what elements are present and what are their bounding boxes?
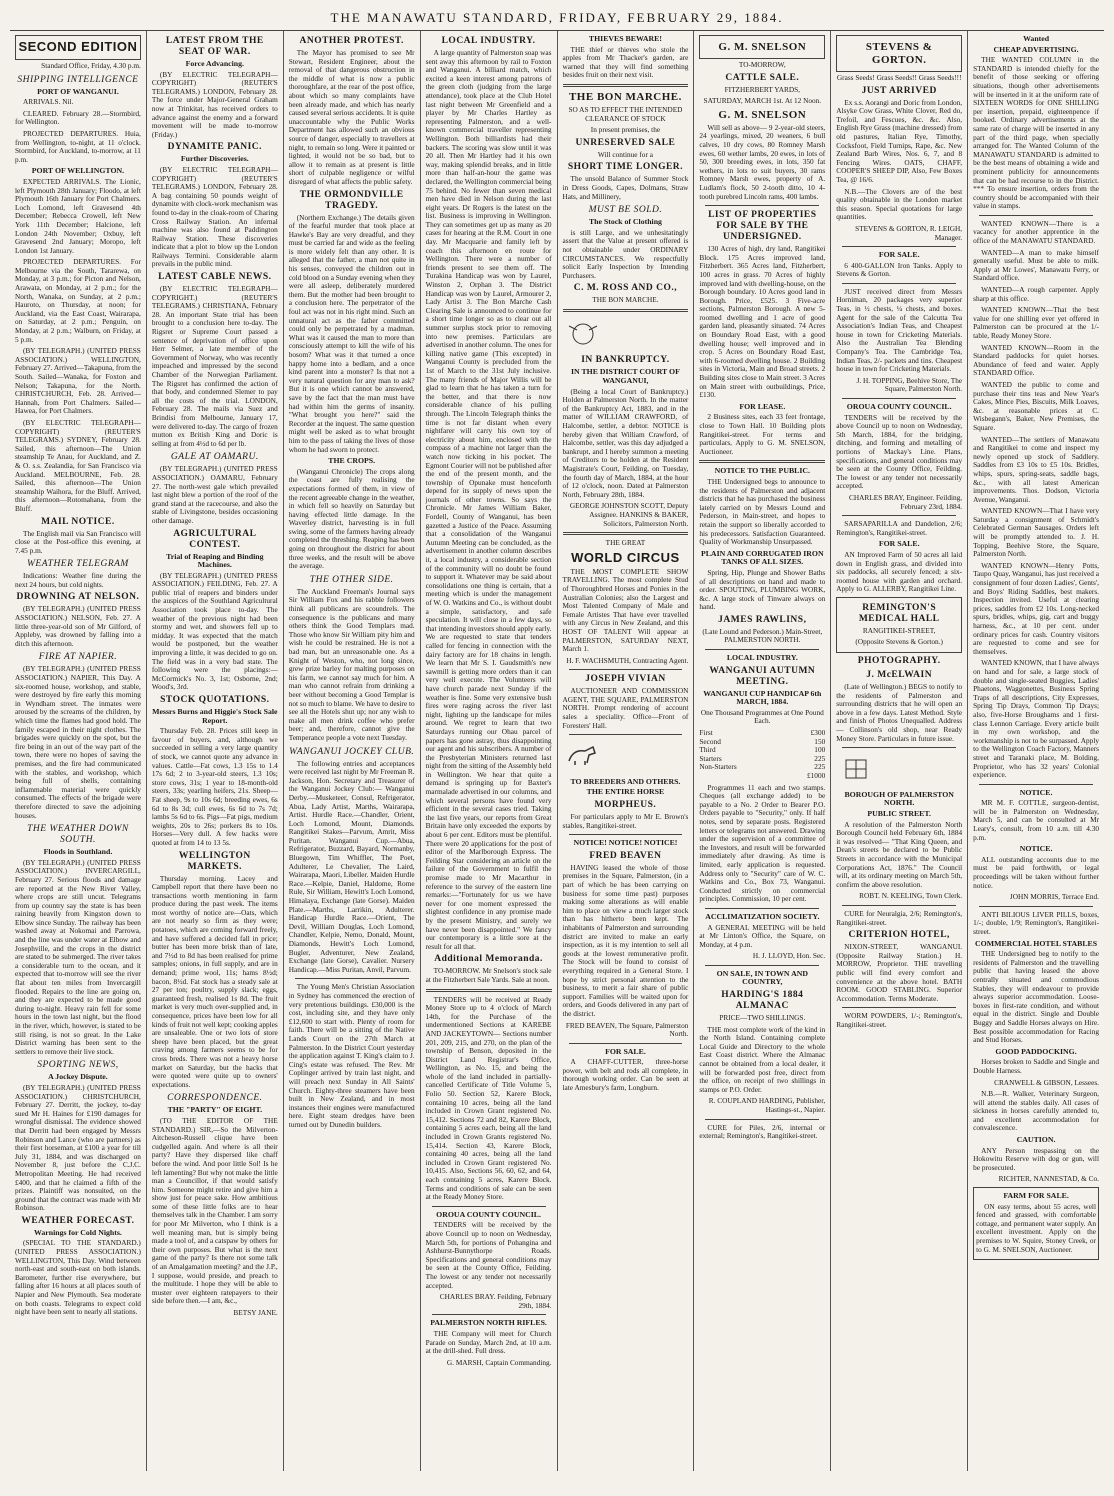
morris-signature: JOHN MORRIS, Terrace End. bbox=[1009, 892, 1099, 902]
bon-sub: SO AS TO EFFECT THE INTENDED CLEARANCE OF STOCK bbox=[568, 104, 683, 123]
almanac-signature: R. COUPLAND HARDING, Publisher, Hastings-st., Napier. bbox=[708, 1096, 826, 1114]
beaven-heading: FRED BEAVEN bbox=[589, 850, 662, 861]
departures: PROJECTED DEPARTURES. For Melbourne via the South, Tararewa, on Monday, at 3 p.m.; for Picton and Nelson, Arawata, on Monday, at 2 p.m.; for the North, Wanaka, on Sunday, at 2 p.m.; Hauroto, on Thursday, at noon; for Auckland, via the East Coast, Wairarapa, on Saturday, at 2 p.m.; Penguin, on Monday, at 2 p.m.; Walburn, on Friday, at 5 p.m. bbox=[15, 257, 141, 344]
other-text: The Auckland Freeman's Journal says Sir William Fox and his rabble followers think all publicans are scoundrels. The consequence is the publicans and many others think the Good Templars mad. Those who know Sir William pity him and wish he could be restrained. He is not a bad man, but an unreasonable one. As a Knight of Weston, who, not long since, grew prize barley for malting purposes on his farm, we cannot say much for him. A man who cannot refrain from drinking a beer without becoming a Good Templar is not so much to blame. We have to desire to see all the Hotels shut up; nor any wish to make all men drink coffee who prefer beer; and, therefore, cannot give the Temperance people a vote next Tuesday. bbox=[288, 586, 415, 742]
wanted-7: WANTED—The settlers of Manawatu and Rangitikei to come and inspect my newly opened up stock of Saddlery. Saddles from £3 10s to £5 10s. Bridles, whips, spurs, spring-seats, saddle bags, &c., with all latest American improvements. Thos. Dodson, Victoria Avenue, Wanganui. bbox=[973, 434, 1099, 504]
mcelwain-text: (Late of Wellington.) BEGS to notify to the residents of Palmerston and surrounding districts that he will open an above in a few days. Latest Method. Style and finish of Photos Unequalled. Address— Collinson's old shop, near Ready Money Store. Particulars in future issue. bbox=[836, 682, 963, 743]
cleared: CLEARED. February 28.—Stormbird, for Wellington. bbox=[15, 108, 141, 127]
clovers-text: N.B.—The Clovers are of the best quality obtainable in the London market this season. Special quotations for large quantities. bbox=[836, 186, 963, 222]
sporting-subheading: A Jockey Dispute. bbox=[48, 1072, 108, 1082]
great-text: THE GREAT bbox=[605, 538, 646, 548]
corr-heading: CORRESPONDENCE. bbox=[167, 1093, 263, 1104]
circus-heading: WORLD CIRCUS bbox=[571, 549, 680, 565]
wanted-2: WANTED—A man to make himself generally useful. Must be able to milk. Apply at Mr Lowes', Manawatu Ferry, or Standard office. bbox=[973, 247, 1099, 283]
clothing-heading: The Stock of Clothing bbox=[588, 217, 662, 227]
beaven-text: HAVING leased the whole of those premises in the Square, Palmerston, (in a part of which he has been carrying on business for some time past) purposes making some alterations as will enable him to place on view a much larger stock than has hitherto been kept. The inhabitants of Palmerston and surrounding district are invited to make an early inspection, as it is my intention to sell all goods at the lowest remunerative profit. The Stock will be found to consist of everything required in a General Store. I hope by strict personal attention to the business, to merit a fair share of public support. Families will be waited upon for orders, and Goods delivered in any part of the district. bbox=[562, 862, 689, 1018]
tea-text: JUST received direct from Messrs Horniman, 20 packages very superior Teas, in ½ chests, ¼ chests, and boxes. Agent for the sale of the Calcutta Tea Association's Indian Teas, and Cheapest house in town for Cricketing Materials. Also the Australian Tea Blending Company's Tea. The Cambridge Tea, Indian Teas, 2/- packets and tins. Cheapest house in town for Cricketing Materials. bbox=[836, 286, 963, 374]
programme-text: Programmes 11 each and two stamps. Cheques (all exchange added) to be payable to a No. 2 Order to Bearer P.O. Orders payable to "Security," only. If half notes, send by separate posts. Registered letters or telegrams not answered. Drawing under the supervision of a committee of the Investors, and result will be forwarded immediately after drawing. As time is limited, early application is requested. Address only to "Security" care of W. C. Watkins and Co., Box 73, Wanganui. Conducted strictly on commercial principles. Commission, 10 per cent. bbox=[699, 782, 826, 904]
clothing-text: is still Large, and we unhesitatingly assert that the Value at present offered is not obtainable under ORDINARY CIRCUMSTANCES. We respectfully solicit Early Inspection by Intending Purchasers. bbox=[562, 227, 689, 280]
borough-heading: BOROUGH OF PALMERSTON NORTH. bbox=[844, 789, 954, 808]
iron-heading: PLAIN AND CORRUGATED IRON TANKS OF ALL SIZES. bbox=[700, 548, 824, 567]
column-2 bbox=[147, 31, 284, 1471]
south-heading: THE WEATHER DOWN SOUTH. bbox=[27, 824, 129, 846]
hundred-text: One Thousand Programmes at One Pound Each. bbox=[700, 707, 824, 726]
street-heading: PUBLIC STREET. bbox=[867, 809, 931, 818]
wanted-9: WANTED KNOWN—Henry Potts, Taupo Quay, Wanganui, has just received a consignment of four dozen Ladies', Gents', and Boys' Riding Saddles, best makers. Inspection invited. Useful at clearing prices, saddles from £2 10s. Long-necked spurs, bridles, whips, gig, cart and buggy harness, &c., at 10 per cent. under ordinary prices for cash. Country visitors are requested to come and see for themselves. bbox=[973, 560, 1099, 656]
snelson-heading: G. M. SNELSON bbox=[718, 41, 807, 53]
rifles-heading: PALMERSTON NORTH RIFLES. bbox=[430, 1318, 547, 1328]
sale-list: Will sell as above— 9 2-year-old steers, 24 yearlings, mixed, 20 weaners, 6 bull calves, 10 dry cows, 80 Romney Marsh ewes, 60 wether lambs, 20 ewes, in lots of 50, 300 breeding ewes, in lots, 350 fat wethers, in lots to suit buyers, 30 rams Romney Marsh ewes, property of A. Ludlam's flock, 50 2-tooth ditto, 10 4-tooth purebred Lincoln rams, 400 lambs. bbox=[699, 122, 826, 201]
hotel-text: THE Undersigned beg to notify to the residents of Palmerston and the travelling public that having leased the above centrally situated and commodious Stables, they will endeavour to provide always superior accommodation. Loose-boxes in first-rate condition, and without equal in the district. Single and Double Buggy and Saddle Horses always on Hire. Best possible accommodation for Racing and Stud Horses. bbox=[973, 949, 1099, 1045]
mail-heading: MAIL NOTICE. bbox=[41, 516, 115, 527]
port-wanganui: PORT OF WANGANUI. bbox=[37, 86, 119, 96]
column-7 bbox=[831, 31, 968, 1471]
handicap-heading: WANGANUI CUP HANDICAP 6th MARCH, 1884. bbox=[703, 688, 822, 707]
south-subheading: Floods in Southland. bbox=[43, 847, 113, 857]
oroua-text: TENDERS will be received by the above Council up to noon on Wednesday, 5th March, 1884, for the bridging, ditching, and forming and metalling of portions of Mackay's Line. Plans, specifications, and general conditions may be seen at the County Office, Feilding. The lowest or any tender not necessarily accepted. bbox=[836, 412, 963, 491]
dynamite-text: (BY ELECTRIC TELEGRAPH—COPYRIGHT) (REUTER'S TELEGRAMS.) LONDON, February 28. A bag containing 50 pounds weight of dynamite with clock-work mechanism was found to-day in the cloak-room of Charing Cross Railway Station. An infernal machine was also found at Paddington Railway Station. These discoveries indicate that a plot to blow up the London Railways Termini. Considerable alarm prevails in the public mind. bbox=[151, 164, 278, 269]
wanted-5: WANTED KNOWN—Room in the Standard paddocks for quiet horses. Abundance of feed and water. Apply STANDARD Office. bbox=[973, 342, 1099, 378]
cottle-text: MR M. F. COTTLE, surgeon-dentist, will be in Palmerston on Wednesday, March 5, and can be consulted at Mr Leary's, consult, from 10 a.m. till 4.30 p.m. bbox=[973, 798, 1099, 842]
crops-text: (Wanganui Chronicle) The crops along the coast are fully realising the expectations formed of them, in view of the recent agreeable change in the weather, in which fell so heavily on Saturday but having effected little damage. In the Waverley district, harvesting is in full swing, some of the farmers having already completed the threshing. Reaping has been going on throughout the district for about three weeks, and the result will be above the average. bbox=[288, 466, 415, 571]
sarsaparilla-text: SARSAPARILLA and Dandelion, 2/6; Remington's, Rangitikei-street. bbox=[836, 519, 963, 537]
stevens-signature: STEVENS & GORTON, R. LEIGH, Manager. bbox=[855, 223, 963, 242]
thieves-text: THE thief or thieves who stole the apples from Mr Thacker's garden, are warned that they will find something besides fruit on their next visit. bbox=[562, 44, 689, 80]
column-3 bbox=[284, 31, 421, 1471]
almanac-price: PRICE—TWO SHILLINGS. bbox=[719, 1013, 806, 1023]
ross-sub: THE BON MARCHE. bbox=[592, 295, 659, 305]
tomorrow-text: TO-MORROW, bbox=[738, 60, 786, 69]
edition-title: SECOND EDITION bbox=[18, 39, 138, 54]
continue-text: Will continue for a bbox=[597, 149, 653, 159]
short-heading: SHORT TIME LONGER. bbox=[567, 162, 684, 173]
sporting-heading: SPORTING NEWS, bbox=[37, 1060, 119, 1071]
oroua-heading: OROUA COUNTY COUNCIL. bbox=[846, 402, 952, 411]
coat-of-arms-icon bbox=[563, 320, 603, 346]
bon-present: In present premises, the bbox=[590, 125, 661, 135]
bankrupt-text: (Being a local Court of Bankruptcy.) Holden at Palmerston North. In the matter of the Bankruptcy Act, 1883, and in the matter of WILLIAM CRAWFORD, of Halcombe, settler, a debtor. NOTICE is hereby given that William Crawford, of Halcombe, settler, was this day adjudged a bankrupt, and I hereby summon a meeting of Creditors to be holden at the Resident Magistrate's Court, Feilding, on Tuesday, the fourth day of March, 1884, at the hour of 12 o'clock, noon. Dated at Palmerston North, February 28th, 1884. bbox=[562, 386, 689, 499]
another-text: The Mayor has promised to see Mr Stewart, Resident Engineer, about the removal of that dangerous obstruction in the middle of what is now a public thoroughfare, at the rear of the post office, about which so many complaints have been already made, and which has nearly caused several serious accidents. It is quite unaccountable why the Public Works Department has allowed such an obvious source of danger, especially to travellers at night, to remain so long. Were it painted or lighted, it would not be so bad, but to allow it to remain as at present is little short of culpable negligence or wilful disregard of what affects the public safety. bbox=[288, 48, 415, 186]
prize-total: £1000 bbox=[807, 771, 826, 780]
public-heading: NOTICE TO THE PUBLIC. bbox=[714, 466, 810, 476]
stevens-heading: STEVENS & GORTON. bbox=[865, 41, 933, 66]
markets-text: Thursday morning. Lacey and Campbell report that there have been no transactions worth mentioning in farm produce during the past week. The items most worthy of notice are—Oats, which are not nearly so firm as they were; potatoes, which are coming forward freely, and have suffered a decided fall in price; butter has been more brisk than of late, and 7½d to 8d has been realised for prime samples; onions, in full supply, and are in demand; prime wool, 11s; hams 8½d; bacon, 8½d. Fat stock has a steady sale at 27 per ton; poultry, supply slack; eggs, guaranteed fresh, realised 1s 8d. The fruit market is very much over-supplied and, in consequence, prices have been low for all kinds of fruit not well kept; cooking apples are unsaleable. One or two lots of store sheep have been placed, but the great craving among farmers seems to be for cross breds. There was not a heavy horse market on Saturday, but the hacks that were quoted were quite up to owners' expectations. bbox=[151, 873, 278, 1089]
forecast-text: (SPECIAL TO THE STANDARD.) (UNITED PRESS ASSOCIATION.) WELLINGTON, This Day. Wind between north-east and south-east on both islands. Barometer, further rise everywhere, but falling after 16 hours at all places south of Napier and New Plymouth. Sea moderate on both coasts. Telegrams to expect cold night have been sent to nearly all stations. bbox=[15, 1238, 141, 1317]
forecast-heading: WEATHER FORECAST. bbox=[21, 1215, 135, 1226]
court-heading: IN THE DISTRICT COURT OF WANGANUI, bbox=[570, 367, 680, 386]
column-6 bbox=[694, 31, 831, 1471]
forsale-heading: FOR SALE. bbox=[605, 1046, 646, 1056]
wanted-3: WANTED—A rough carpenter. Apply sharp at this office. bbox=[973, 285, 1099, 303]
force-text: (BY ELECTRIC TELEGRAPH—COPYRIGHT) (REUTER'S TELEGRAMS.) LONDON, February 28. The force under Major-General Graham now at Trinkitat, has received orders to advance against the enemy and a forward movement will be made to-morrow (Friday.) bbox=[151, 69, 278, 139]
cattle-heading: CATTLE SALE. bbox=[725, 72, 800, 83]
local-industry-heading: LOCAL INDUSTRY. bbox=[726, 653, 798, 663]
arrivals: ARRIVALS. Nil. bbox=[23, 97, 74, 107]
stock-heading: STOCK QUOTATIONS. bbox=[160, 695, 270, 705]
property-text: 130 Acres of high, dry land, Rangitikei Block. 175 Acres improved land, Fitzherbert. 365 Acres land, Fitzherbert, 100 acres in grass. 70 Acres of highly improved land with dwelling-house, on the Borough boundary. 10 Acres good land in Borough. Price, £525. 3 Five-acre sections, Palmerston Borough. A new 5-roomed dwelling and 1 acre of good garden land, pleasantly situated. 74 Acres on Boundary Road East, with a good dwelling house; well improved and in crop. 5 Acres on Boundary Road East, with 6-roomed dwelling house. 2 Building sites in Victoria, Main and Broad streets. 2 Building sites close to Main street. 3 Acres on Main street with outbuildings, Price, £130. bbox=[699, 244, 826, 400]
rifles-text: THE Company will meet for Church Parade on Sunday, March 2nd, at 10 a.m. at the drill-shed. Full dress. bbox=[425, 1328, 552, 1356]
column-1 bbox=[10, 31, 147, 1471]
latest-heading: LATEST FROM THE SEAT OF WAR. bbox=[165, 36, 264, 57]
criterion-text: NIXON-STREET, WANGANUI. (Opposite Railway Station.) H. MORROW, Proprietor. THE travelling public will find every comfort and convenience at the above hotel. BATH ROOM. GOOD STABLING. Superior Accommodation. Terms Moderate. bbox=[836, 942, 963, 1003]
tenders-text: TENDERS will be received at Ready Money Store up to 4 o'clock of March 14th, for the Purchase of the undermentioned Sections at KAREBE AND JACKEYTOWN— Sections number 201, 209, 215, and 270, on the plan of the township of Benson, deposited in the District Land Registrar's Office, Wellington, as No. 15, and being the whole of the land included in partially-cancelled Certificate of Title Volume 5, Folio 50. Section 52, Karere Block, containing 10 acres, being all the land included in Crown Grant registered No. 15,412. Sections 72 and 82, Karere Block, containing 5 acres each, being all the land included in Crown Grants registered No. 15,414. Section 43, Karere Block, containing 40 acres, being all the land included in Crown Grant registered No. 10,415. Also, Sections 56, 60, 62, and 64, each containing 5 acres, Karere Block. Terms and conditions of sale can be seen at the Ready Money Store. bbox=[425, 994, 552, 1202]
beaven-signature: FRED BEAVEN, The Square, Palmerston North. bbox=[565, 1020, 689, 1039]
office-line: Standard Office, Friday, 4.30 p.m. bbox=[41, 61, 141, 70]
caution-text: ANY Person trespassing on the Hokowitu Reserve with dog or gun, will be prosecuted. bbox=[973, 1145, 1099, 1172]
yards-text: FITZHERBERT YARDS, bbox=[724, 84, 800, 94]
ormond-heading: THE ORMONDVILLE TRAGEDY. bbox=[299, 189, 404, 211]
notice2-heading: NOTICE. bbox=[1019, 844, 1053, 854]
iron-text: Spring, Hip, Plunge and Shower Baths of all descriptions on hand and made to order. SPOUTING, PLUMBING WORK, &c. A large stock of Tinware always on hand. bbox=[699, 567, 826, 612]
accl-signature: H. J. LLOYD, Hon. Sec. bbox=[752, 951, 826, 961]
drowning-text: (BY TELEGRAPH.) (UNITED PRESS ASSOCIATION.) NELSON, Feb. 27. A little three-year-old son of Mr Gilford, of Appleby, was drowned by falling into a ditch this afternoon. bbox=[15, 604, 141, 648]
oroua-signature: CHARLES BRAY, Engineer. Feilding, February 23rd, 1884. bbox=[849, 492, 963, 511]
farm-text: AN Improved Farm of 50 acres all laid down in English grass, and divided into six paddocks, all securely fenced; a six-roomed house with garden and orchard. Apply to G. ALLERBY, Rangitikei Line. bbox=[836, 549, 963, 594]
force-subheading: Force Advancing. bbox=[185, 59, 244, 68]
tea-signature: J. H. TOPPING, Beehive Store, The Square, Palmerston North. bbox=[856, 375, 963, 394]
cheap-text: THE WANTED COLUMN in the STANDARD is intended chiefly for the benefit of those seeking or offering situations, though other advertisements will be inserted in it at the uniform rate of SIXTEEN WORDS for ONE SHILLING per insertion, prepaid, eighteenpence if booked. Ordinary advertisements at the same rate of charge will be inserted in any part of the third page, when specially arranged for. The Wanted Column of the MANAWATU STANDARD is admitted to be the best means of obtaining a wide and prominent publicity for announcements that can be had recourse to in the District. *** To ensure insertion, orders from the country should be accompanied with their value in stamps. bbox=[973, 55, 1099, 211]
town-heading: ON SALE, IN TOWN AND COUNTRY, bbox=[716, 968, 808, 987]
oroua-heading: OROUA COUNTY COUNCIL. bbox=[436, 1209, 541, 1219]
column-8 bbox=[968, 31, 1104, 1471]
opposite-text: (Opposite Stevens & Gorton.) bbox=[855, 637, 943, 647]
lease-text: 2 Business sites, each 33 feet frontage, close to Town Hall. 10 Building plots Rangitikei-street. For terms and particulars, Apply to G. M. SNELSON, Auctioneer. bbox=[699, 412, 826, 456]
circus-signature: H. F. WACHSMUTH, Contracting Agent. bbox=[566, 655, 689, 665]
forecast-subheading: Warnings for Cold Nights. bbox=[34, 1227, 122, 1237]
bon-heading: THE BON MARCHE. bbox=[568, 90, 682, 103]
corr-subheading: THE "PARTY" OF EIGHT. bbox=[167, 1105, 263, 1115]
wanted-6: WANTED the public to come and purchase their tins teas and New Year's Cakes, Mince Pies, Biscuits, Milk Loaves, &c. at reasonable prices at C. Wisbegann's, Baker, New Premises, the Square. bbox=[973, 379, 1099, 432]
agri-subheading: Trial of Reaping and Binding Machines. bbox=[166, 551, 264, 570]
column-5 bbox=[558, 31, 695, 1471]
crops-heading: THE CROPS. bbox=[328, 456, 376, 466]
worm-text: WORM POWDERS, 1/-; Remington's, Rangitikei-street. bbox=[836, 1011, 963, 1029]
prize-row: Non-Starters 225 bbox=[699, 762, 826, 772]
ross-heading: C. M. ROSS AND CO., bbox=[573, 283, 678, 294]
horse-text: For particulars apply to Mr E. Brown's stables, Rangitikei-street. bbox=[562, 812, 689, 830]
notice-heading: NOTICE! NOTICE! NOTICE! bbox=[573, 838, 678, 848]
oroua-signature: CHARLES BRAY. Feilding, February 29th, 1884. bbox=[439, 1292, 552, 1310]
dynamite-subheading: Further Discoveries. bbox=[180, 154, 249, 164]
cure-text: CURE for Piles, 2/6, internal or external; Remington's, Rangitikei-street. bbox=[699, 1122, 826, 1141]
weather-heading: WEATHER TELEGRAM bbox=[27, 559, 129, 570]
jockey-heading: WANGANUI JOCKEY CLUB. bbox=[289, 746, 415, 757]
criterion-heading: CRITERION HOTEL, bbox=[848, 930, 950, 941]
wanted-8: WANTED KNOWN—That I have very Saturday a consignment of Schmidt's Celebrated German Sausages. Orders left will be promptly attended to. J. H. Topping, Beehive Store, the Square, Palmerston North. bbox=[973, 506, 1099, 559]
another-heading: ANOTHER PROTEST. bbox=[299, 36, 404, 46]
gms-heading: G. M. SNELSON bbox=[718, 108, 807, 121]
column-4 bbox=[421, 31, 558, 1471]
street-text: A resolution of the Palmerston North Borough Council held February 6th, 1884 it was resolved— "That King Queen, and Dean's streets be declared to be Public Streets in accordance with the Municipal Corporations Act, 1876." The Council will, at its ordinary meeting on March 5th, confirm the above resolution. bbox=[836, 819, 963, 889]
port-wellington: PORT OF WELLINGTON. bbox=[31, 166, 125, 176]
local-text: A large quantity of Palmerston soap was sent away this afternoon by rail to Foxton and Wanganui. A billiard match, which excited a keen interest among patrons of the green cloth (judging from the large attendance), took place at the Club Hotel last night between Mr Greenfield and a player by Mr Charles Hartley as representing Palmerston, and a well-known commercial traveller representing Wellington. Both billiardists had their backers. The scoring was slow until it was 20 all. Then Mr Hartley had it his own way, making splendid breaks, and in little more than half-an-hour the game was declared, the Wellington commercial being 75 behind. No fewer than seven medical men have died in Nelson during the last eight years. Dr Rogers is the latest on the list. Business is improving in Wellington. They can sometimes get up as many as 20 cases for hearing at the R.M. Court in one day. Mr Macquarie and family left by coach this afternoon en route for Wellington. There were a number of friends present to see them off. The Turakina Handicap was won by Laurel, Winston 2, Orphan 3. The District Handicap was won by Laurel, Armourer 2, Lady Artist 3. The Bon Marche Cash Clearing Sale is announced to continue for a short time longer so as to clear out all summer surplus stock prior to removing into new premises. Particulars are advertised in another column. The ones for killing native game (This excepted) in Wanganui County is precluded from the 1st of March to the 31st July inclusive. The many friends of Major Willis will be glad to learn that he has taken a turn for the better, and that there is now considerable chance of his pulling through. The Lincoln Telegraph thinks the time is not far distant when every nightfarer will carry his own toy of electricity about him, enclosed with the compass of a machine not larger than the watch now ticking in his pocket. The Egmont Courier will not be published after the end of the present month, and the township of Opunake must henceforth depend for its supply of news upon the journals of other towns. So says the Chronicle. Mr James William Baker, Fordell, County of Wanganui, has been gazetted a Justice of the Peace. Assuming that a consolidation of the Wanganui Autumn Meeting can be concluded, as the advertisement in another column describes it, a local industry, a considerable section of the community will no doubt be found to support it. Whatever may be said about consolidations one thing is certain, that a meeting which is under the management of W. O. Watkins and Co., is without doubt a simple, satisfactory, and safe speculation. It will close in a few days, so that intending investors should apply early. We are requested to state that tenders called for fencing in connection with the dairy factory are for 18 chains in length. We learn that Mr S. I. Gaudsmith's new sawmill is getting more orders than it can very well execute. The Volunteers will have church parade next Sunday if the weather is fine. Some very extensive bush fires were raging across the river last night, lighting up the landscape for miles around. We regret to learn that two Saturdays running our Ohau parcel of papers has gone astray, thus disappointing our agent and his subscribers. A number of the Presbyterian Ministers returned last night from the sitting of the Assembly held in Wellington. We hear that quite a demand is springing up for Baxter's marmalade advertised in our columns, and which several persons have found very efficient in the several cases tried. Taking the last five years, our reports from Great Britain have only exceeded the exports by about 6 per cent. Editors must be plentiful. There were 20 applications for the post of editor of the Marlborough Express. The Feilding Star considering an article on the failure of the Government to fulfil the promise made to Mr Macarthur in reference to the survey of the eastern line remarks:—"Fortunately for us we have never for one moment expressed the slightest confidence in any promise made by the present Ministry, and surely we have never been disappointed." We fancy our contemporary is a little sore at the result for all that. bbox=[425, 48, 552, 951]
wanted-label: Wanted bbox=[1023, 34, 1050, 43]
bon-text: The unsold Balance of Summer Stock in Dress Goods, Capes, Dolmans, Straw Hats, and Millinery, bbox=[562, 174, 689, 201]
shipping-heading: SHIPPING INTELLIGENCE bbox=[17, 74, 139, 85]
prize-row: Second 150 bbox=[699, 736, 826, 746]
vivian-heading: JOSEPH VIVIAN bbox=[585, 674, 666, 685]
grass-text: Grass Seeds! Grass Seeds!! Grass Seeds!!! bbox=[836, 73, 962, 82]
other-heading: THE OTHER SIDE. bbox=[309, 574, 394, 585]
cure2-text: CURE for Neuralgia, 2/6; Remington's, Rangitikei-street. bbox=[836, 908, 963, 927]
local-heading: LOCAL INDUSTRY. bbox=[441, 36, 536, 46]
almanac-text: THE most complete work of the kind in the North Island. Containing complete Local Guide and Directory to the whole East Coast district. Where the Almanac cannot be obtained from a local dealer, it will be forwarded post free, direct from the office, on receipt of two shillings in stamps or P.O. Order. bbox=[699, 1024, 826, 1094]
oroua-text: TENDERS will be received by the above Council up to noon on Wednesday, March 5th, for portions of Pohangina and Ashhurst-Bunnythorpe Roads. Specifications and general conditions may be seen at the County Office, Feilding. The lowest or any tender not necessarily accepted. bbox=[425, 1220, 552, 1290]
masthead: THE MANAWATU STANDARD, FRIDAY, FEBRUARY 29, 1884. bbox=[10, 8, 1104, 31]
memo-text: TO-MORROW. Mr Snelson's stock sale at the Fitzherbert Sale Yards. Sale at noon. bbox=[425, 966, 552, 984]
bankrupt-signature: GEORGE JOHNSTON SCOTT, Deputy Assignee. HANKINS & BAKER, Solicitors, Palmerston North. bbox=[569, 501, 689, 528]
notice-heading: NOTICE. bbox=[1019, 787, 1053, 797]
bankrupt-heading: IN BANKRUPTCY. bbox=[581, 355, 670, 366]
corr-signature: BETSY JANE. bbox=[233, 1308, 278, 1317]
arrived-heading: JUST ARRIVED bbox=[861, 85, 937, 96]
sporting-text: (BY TELEGRAPH.) (UNITED PRESS ASSOCIATION.) CHRISTCHURCH, February 27. Derritt, the jockey, to-day sued Mr H. Haines for £190 damages for wrongful dismissal. The evidence showed that Derritt had been engaged by Messrs Robinson and Lance (who are partners) as their first horseman, at £100 a year for till July 31, 1884, and was discharged on November 8, just before the C.J.C. Metropolitan Meeting. He had received £400, and that he claimed a fifth of the prizes. Plaintiff was nonsuited, on the ground that the contract was made with Mr Robinson. bbox=[15, 1082, 141, 1213]
forsale-heading: FOR SALE. bbox=[878, 250, 920, 260]
stock-subheading: Messrs Burns and Higgie's Stock Sale Report. bbox=[152, 707, 278, 725]
wanted-4: WANTED KNOWN—That the best value for one shilling ever yet offered in Palmerston can be procured at the 1/- table, Ready Money Store. bbox=[973, 305, 1099, 340]
almanac-heading: HARDING'S 1884 ALMANAC bbox=[721, 990, 804, 1012]
wanted-10: WANTED KNOWN, that I have always on hand and for sale, a large stock of double and single-seated Buggies, Ladies' Phaetons, Waggonettes, Business Spring Traps of all descriptions, City Expresses, Spring Tip Drays, Common Tip Drays; also, five-Horse Broughams and 1 first-class Lennon Carriage. Every article built in my own workshop, and the workmanship is not to be surpassed. Apply to the Wellington Coach Factory, Manners street and Taranaki place, M. Bolding, Proprietor, who has 32 years' Colonial experience. bbox=[973, 658, 1099, 780]
prize-table bbox=[699, 729, 825, 781]
south-text: (BY TELEGRAPH.) (UNITED PRESS ASSOCIATION.) INVERCARGILL, February 27. Serious floods and damage are reported at the New River Valley, where crops are still uncut. Telegrams from up country say the state is has been raining heavily from Kingston down to Elbow since Sunday. The railway has been washed away at Nokomai and Parrowa, and the line was under water at Elbow and Josephville, and the crops in the district are stated to be submerged. The river takes a considerable turn to the ocean, and it expected that to-morrow will see the river flat about ten miles from Invercargill flooded. Repairs to the line are going on, and they are expected to be made good during to-night. Heavy rain fell for some hours in the town last night, but the flood in the river, which, however, is stated to be still rising, is not so great. In the Lake District warning has been sent to the settlers to remove their live stock. bbox=[15, 857, 141, 1056]
pills-text: ANTI BILIOUS LIVER PILLS, boxes, 1/-; double, 1/9; Remington's, Rangitikei-street. bbox=[973, 909, 1099, 936]
cranwell-signature: CRANWELL & GIBSON, Lessees. bbox=[994, 1077, 1099, 1087]
agri-heading: AGRICULTURAL CONTEST. bbox=[173, 528, 257, 550]
prize-row: Starters 225 bbox=[699, 753, 826, 763]
vivian-text: AUCTIONEER AND COMMISSION AGENT, THE SQUARE, PALMERSTON NORTH. Prompt rendering of account sales a speciality. Office—Front of Foresters' Hall. bbox=[562, 686, 689, 730]
accounts-text: ALL outstanding accounts due to me must be paid forthwith, or legal proceedings will be taken without further notice. bbox=[973, 854, 1099, 890]
expected: EXPECTED ARRIVALS. The Lionic, left Plymouth 28th January; Floodo, at left Plymouth 16th January for Port Chalmers. Loch Lomond, left Gravesend 4th December; Rebecca Crowell, left New York 11th December; Halcione, left London 24th November; Oxbuy, left Gravesend 2nd January; Moropo, left London 1st January. bbox=[15, 176, 141, 255]
circus-text: THE MOST COMPLETE SHOW TRAVELLING. The most complete Stud of Thoroughbred Horses and Ponies in the Australian Colonies; also the Largest and Most Talented Company of Male and Female Artistes That have ever travelled with any Circus in New Zealand, and this HOST OF TALENT Will appear at PALMERSTON, SATURDAY NEXT, March 1. bbox=[562, 566, 689, 654]
gale-heading: GALE AT OAMARU. bbox=[170, 452, 259, 463]
arrived-text: Ex s.s. Aorangi and Doric from London, Alsyke Cow Grass, White Clover, Red do, Trefoil, and Fescues, &c. &c. Also, English Rye Grass (machine dressed) from old pastures, Italian Rye, Timothy, Cocksfoot, Field Turnips, Rape, &c. New Zealand Barb Wires, Nos. 6, 7, and 8 Fencing Wires. OATS, CHAFF, COOPER'S SHEEP DIP, Also, Few Boxes Tea, @ 16/6. bbox=[836, 97, 963, 184]
unreserved-heading: UNRESERVED SALE bbox=[575, 137, 676, 148]
ymca-text: The Young Men's Christian Association in Sydney has commenced the erection of very pretentious buildings. £30,000 is the cost, including site, and they have only £12,600 to start with. Plenty of room for faith. There will be a sitting of the Native Lands Court on the 27th March at Palmerston. In the District Court yesterday the application against T. King's claim to J. Cing's estate was refused. The Rev. Mr Coplinger arrived by train last night, and will preach next Sunday in All Saints' Church. Eighty-three steamers have been built in New Zealand, and in most instances their engines were manufactured here. Eight steam dredges have been turned out by Dunedin builders. bbox=[288, 982, 415, 1129]
markets-heading: WELLINGTON MARKETS. bbox=[178, 850, 251, 872]
hotel-heading: COMMERCIAL HOTEL STABLES bbox=[975, 938, 1098, 948]
nb-text: N.B.—R. Walker, Veterinary Surgeon, will attend the stables daily. All cases of sickness in horses carefully attended to, and excellent accommodation for convalescence. bbox=[973, 1089, 1099, 1133]
street-signature: ROBT. N. KEELING, Town Clerk. bbox=[859, 891, 963, 901]
public-text: THE Undersigned begs to announce to the residents of Palmerston and adjacent districts that he has purchased the business lately carried on by Messrs Lound and Pederson, in Main-street, and hopes to retain the support so liberally accorded to his predecessors. Satisfaction Guaranteed. Quality of Workmanship Unsurpassed. bbox=[699, 476, 826, 547]
borough-crest-icon bbox=[836, 756, 876, 782]
rawlins-heading: JAMES RAWLINS, bbox=[718, 614, 807, 625]
paddock-heading: GOOD PADDOCKING. bbox=[995, 1046, 1077, 1056]
cable-heading: LATEST CABLE NEWS. bbox=[158, 272, 272, 283]
rangitikei-text: RANGITIKEI-STREET, bbox=[862, 625, 936, 635]
telegraph-2: (BY ELECTRIC TELEGRAPH—COPYRIGHT) (REUTER'S TELEGRAMS.) SYDNEY, February 28. Sailed, this afternoon—The Union steamship Te Anau, for Auckland, and Z. & O. s.s. Zealandia, for San Francisco via Auckland. MELBOURNE, Feb. 28. Sailed, this afternoon—The Union steamship Waihora, for the Bluff. Arrived, this afternoon—Rotomahana, from the Bluff. bbox=[15, 417, 141, 513]
fire-heading: FIRE AT NAPIER. bbox=[38, 652, 118, 663]
ormond-text: (Northern Exchange.) The details given of the fearful murder that took place at Hawke's Bay are very dreadful, and they must be carried far and wide as the feeling is more widely felt than any other. It is alleged that the father, a man not quite in his senses, conveyed the children out in cold blood on a Sunday evening when they were all asleep, deliberately murdered them. But the mother had been brought to a conclusion here. The perpetrator of the foul act was not in his right mind. Such an unnatural act as the father committed could only be perpetrated by a madman. What was it caused the man to more than consciously attempt to kill the wife of his bosom? What was it that turned a once happy home into a bedlam, and a once kind parent into a monster? Is that not a very natural question for any man to ask? But it is one which cannot be answered, save by the fact that the man must have had within him the germs of insanity. "What brought you here?" said the Recorder at the inquest. The same question might well be asked as to what brought him to the pass of taking the lives of those whom he had sworn to protect. bbox=[288, 212, 415, 454]
prize-row: Third 100 bbox=[699, 745, 826, 755]
remington-heading: REMINGTON'S MEDICAL HALL bbox=[858, 602, 940, 624]
forsale2-heading: FOR SALE. bbox=[878, 539, 920, 549]
gale-text: (BY TELEGRAPH.) (UNITED PRESS ASSOCIATION.) OAMARU, February 27. The north-west gale which prevailed last night blew a portion of the roof of the grand stand at the racecourse, and also the stable of Livingstone, besides occasioning other damage. bbox=[151, 464, 278, 525]
wanted-1: WANTED KNOWN—There is a vacancy for another apprentice in the office of the MANAWATU STANDARD. bbox=[973, 218, 1099, 246]
breeders-heading: TO BREEDERS AND OTHERS. bbox=[570, 776, 681, 786]
dynamite-heading: DYNAMITE PANIC. bbox=[167, 142, 263, 153]
paddock-text: Horses broken to Saddle and Single and Double Harness. bbox=[973, 1057, 1099, 1075]
agri-text: (BY TELEGRAPH.) (UNITED PRESS ASSOCIATION.) FEILDING, Feb. 27. A public trial of reapers and binders under the auspices of the Southland Agricultural Association took place to-day. The weather of the previous night had been stormy and wet, and showers fell up to midday. It was expected that the match would be postponed, but the weather improving a little, it was decided to go on. The field was in a very bad state. The following were the placings:—McCormick's No. 3, 1st; Osborne, 2nd; Wood's, 3rd. bbox=[151, 570, 278, 692]
farm-text: ON easy terms, about 55 acres, well fenced and grassed, with comfortable cottage, and permanent water supply. An excellent investment. Apply on the premises to W. Squire, Stoney Creek, or to G. M. SNELSON, Auctioneer. bbox=[976, 1201, 1096, 1254]
caution-signature: RICHTER, NANNESTAD, & Co. bbox=[998, 1174, 1099, 1184]
rawlins-text: (Late Lound and Pederson.) Main-Street, PALMERSTON NORTH. bbox=[702, 626, 823, 645]
farm-heading: FARM FOR SALE. bbox=[1003, 1191, 1069, 1201]
rifles-signature: G. MARSH, Captain Commanding. bbox=[446, 1357, 552, 1367]
jockey-text: The following entries and acceptances were received last night by Mr Freeman R. Jackson, Hon. Secretary and Treasurer of the Wanganui Jockey Club:— Wanganui Derby.—Musketeer, Consul, Refrigerator, Abua, Lady Artist, Marths, Wairarapa, Artist. Hurdle Race.—Chandler, Orient, Loch Lomond, Mount, Diamonds. Rangitikei Stakes—Parvum, Amrit, Miss Puritan. Wanganui Cup.—Abua, Refrigerator, Buzzard, Bayard, Normanby, Bluegown, Tim Whiffler, The Poet, Adulterer, Le Chevalier, The Laird, Wairarapa, Maori, Libeller. Maiden Hurdle Race.—Kelpie, Daniel, Haldome, Rome Rule, Sir William, Hewitt's Loch Lomond, Himalaya, Exchange (late Gorse). Maiden Plate.—Marths, Larrikin, Adulterer. Handicap Hurdle Race.—Orient, The Devil, William Douglas, Loch Lomond, Chandler, Kelpie, Nemo, Donald, Mount, Diamonds, Hewitt's Loch Lomond, Bugler, Adventurer, New Zealand, Exchange (late Gorse), Cavalier. Nursery Handicap.—Miss Puritan, Anvil, Parvum. bbox=[288, 758, 415, 974]
memo-heading: Additional Memoranda. bbox=[434, 954, 543, 965]
horse-icon bbox=[563, 743, 603, 769]
photo-heading: PHOTOGRAPHY. bbox=[857, 656, 941, 667]
cable-text: (BY ELECTRIC TELEGRAPH—COPYRIGHT.) (REUTER'S TELEGRAMS.) CHRISTIANA, February 28. An important State trial has been brought to a conclusion here to-day. The Rigsret or Supreme Court passed a sentence of deprivation of office upon Herr Selmer, a late member of the Government of Norway, who was recently impeached and impressed by the second Chamber of the Norwegian Parliament. The Rigsret has confirmed the action of that body, and condemned Slemer to pay all the costs of the trial. LONDON, February 28. The mails via Suez and Brindisi from Melbourne, January 17, were delivered to-day. The cargo of frozen mutton ex British King and Doric is selling at from 4½d to 6d per lb. bbox=[151, 284, 278, 448]
mcelwain-heading: J. McELWAIN bbox=[866, 670, 933, 681]
must-heading: MUST BE SOLD. bbox=[588, 205, 663, 216]
caution-heading: CAUTION. bbox=[1016, 1135, 1056, 1145]
stock-text: Thursday Feb. 28. Prices still keep in favour of buyers, and, although we succeeded in selling a very large quantity of stock, we cannot quote any advance in values. Cattle—Fat cows, 1.3 15s to 1.4 17s 6d; 2 to 3-year-old steers, 1.3 10s; store cows, 31s; 1 year to 18-month-old steers, 33s; yearling heifers, 21s. Sheep—Fat sheep, 9s to 10s 6d; breeding ewes, 6s 6d to 8s 3d; cull ewes, 6s 6d to 7s 7d; lambs 5s 6d to 6s. Pigs—Fat pigs, medium weights, 20s to 26s; porkers 8s to 10s. Horses—Very dull. A few hacks were quoted at from 14 to 13 5s. bbox=[151, 726, 278, 847]
prize-row: First £300 bbox=[699, 728, 826, 738]
morpheus-heading: MORPHEUS. bbox=[594, 800, 657, 811]
mail-text: The English mail via San Francisco will close at the Post-office this evening, at 7.45 p.m. bbox=[15, 528, 141, 555]
telegraph-1: (BY TELEGRAPH.) (UNITED PRESS ASSOCIATION.) WELLINGTON, February 27. Arrived—Takapuna, from the South. Sailed—Wanaka, for Foxton and Nelson; Takapuna, for the North. CHRISTCHURCH, Feb. 28. Arrived—Hannah, from Port Chalmers. Sailed—Hawea, for Port Chalmers. bbox=[15, 346, 141, 416]
cheap-heading: CHEAP ADVERTISING. bbox=[993, 44, 1079, 54]
horse-heading: THE ENTIRE HORSE bbox=[586, 787, 665, 797]
accl-text: A GENERAL MEETING will be held at Mr Linton's Office, the Square, on Monday, at 4 p.m. bbox=[699, 922, 826, 949]
forsale-text: 6 400-GALLON Iron Tanks. Apply to Stevens & Gorton. bbox=[836, 260, 963, 279]
saturday-text: SATURDAY, MARCH 1st. At 12 Noon. bbox=[703, 96, 822, 106]
accl-heading: ACCLIMATIZATION SOCIETY. bbox=[705, 911, 820, 921]
fire-text: (BY TELEGRAPH.) (UNITED PRESS ASSOCIATION.) NAPIER, This Day. A six-roomed house, workshop, and stable, were destroyed by fire early this morning in Wyndham street. The inmates were aroused by the screams of the children, by which time the flames had good hold. The family escaped in their night clothes. The brigades were quickly on the spot, but the fire being in an out of the way part of the town, there were no hopes of saving the premises, and the fire had communicated with the stables, and workshop, which being full of shells, containing inflammable material were quickly consumed. The effects of the brigade were therefore directed to save the adjoining houses. bbox=[15, 664, 141, 820]
forsale-text: A CHAFF-CUTTER, three-horse power, with belt and rods all complete, in thorough working order. Can be seen at late Amesbury's farm, Longburn. bbox=[562, 1057, 689, 1093]
weather-text: Indications: Weather fine during the next 24 hours, but cold nights. bbox=[15, 571, 141, 589]
drowning-heading: DROWNING AT NELSON. bbox=[16, 592, 140, 603]
projected: PROJECTED DEPARTURES. Huia, from Wellington, to-night, at 11 o'clock. Stormbird, for Auckland, to-morrow, at 11 p.m. bbox=[15, 128, 141, 164]
wanganui-heading: WANGANUI AUTUMN MEETING. bbox=[709, 665, 816, 687]
corr-text: (TO THE EDITOR OF THE STANDARD.) SIR,—So the Milverton-Aitcheson-Russell clique have been cudgelled again. And where is all their party? Have they dispersed like chaff before the wind. And poor little Sol! Is he left lamenting? But why not make the little man a Councillor, if that would satisfy him. Someone might retire and give him a show just for peace sake. How ambitious some of these little folks are to hear themselves talk in the Chamber. I am sorry for poor Mr Milverton, who I think is a well meaning man, but is simply being made a tool of, and a catspaw by others for their own purposes. But what is the next game of the party? Is there not some talk of an Amalgamation meeting? and the J.P., I suppose, would preside, and preach to the multitude. I hope they will be able to muster over eighteen ratepayers to their side before then.—I am, &c., bbox=[151, 1115, 278, 1306]
property-heading: LIST OF PROPERTIES FOR SALE BY THE UNDERSIGNED. bbox=[708, 210, 817, 243]
lease-heading: FOR LEASE. bbox=[739, 401, 786, 411]
thieves-heading: THIEVES BEWARE! bbox=[588, 34, 662, 43]
newspaper-page bbox=[10, 8, 1104, 1480]
